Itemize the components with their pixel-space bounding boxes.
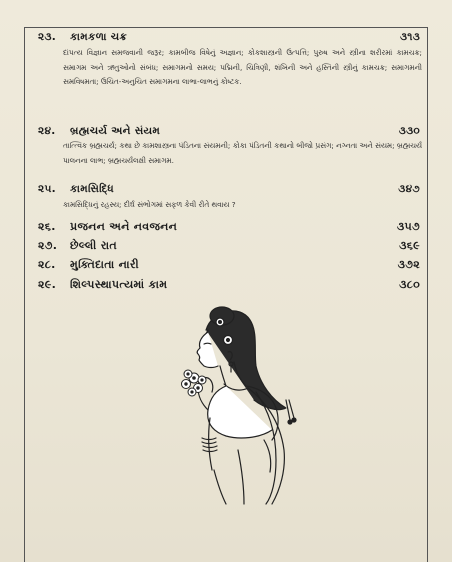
entry-title: છેલ્લી રાત: [70, 239, 117, 252]
entry-number: ૨૮.: [38, 258, 56, 271]
entry-description: તાત્ત્વિક બ્રહ્મચર્ય; કથા છે કામશાસ્ત્રના પંડિતના સંયમની; કોકા પંડિતની કથાનો બીજો પ્રસંગ; નગ્નતા અને સંયમ; બ્રહ્મચર્ય પાલનના લાભ; બ્રહ્મચર્યલક્ષી સમાગમ.: [63, 141, 422, 165]
entry-title: શિલ્પસ્થાપત્યમાં કામ: [70, 278, 168, 291]
entry-title: મુક્તિદાતા નારી: [70, 258, 139, 271]
entry-description: કામસિદ્ધિનું રહસ્ય; દીર્ઘ સંભોગમાં સફળ કેવી રીતે થવાય ?: [63, 200, 236, 209]
page-frame-top: [24, 27, 428, 28]
woman-with-flowers-illustration: [168, 300, 318, 505]
toc-entry-25[interactable]: [38, 183, 420, 196]
entry-page-number: ૩૧૩: [399, 31, 420, 43]
entry-title: કામસિદ્ધિ: [70, 183, 115, 195]
toc-entry-28[interactable]: [38, 258, 420, 272]
entry-description: દાંપત્ય વિજ્ઞાન સમજવાની જરૂર; કામબીજ વિષેનું અજ્ઞાન; કોકશાસ્ત્રની ઉત્પત્તિ; પુરુષ અને સ્ત્રીના શરીરમાં કામચક્ર; સમાગમ અને ઋતુઓનો સંબંધ; સમાગમનો સમય; પદ્મિની, ચિત્રિણી, શંખિની અને હસ્તિની સ્ત્રીનું કામચક્ર; સમાગમની સમવિષમતા; ઉચિત-અનુચિત સમાગમના લાભા-લાભનું કોષ્ટક.: [63, 48, 422, 86]
page-frame-right: [427, 27, 428, 562]
toc-entry-23[interactable]: [38, 31, 420, 44]
entry-number: ૨૯.: [38, 278, 57, 291]
entry-number: ૨૪.: [38, 125, 56, 137]
toc-entry-24[interactable]: [38, 125, 420, 138]
entry-page-number: ૩૪૭: [398, 183, 420, 195]
toc-entry-29[interactable]: [38, 278, 420, 292]
entry-number: ૨૬.: [38, 220, 56, 233]
entry-number: ૨૫.: [38, 183, 56, 195]
entry-page-number: ૩૫૭: [396, 220, 420, 233]
entry-page-number: ૩૩૦: [398, 125, 420, 137]
entry-number: ૨૩.: [38, 31, 57, 43]
toc-entry-27[interactable]: [38, 239, 420, 253]
page-frame-left: [24, 27, 25, 562]
entry-title: કામકળા ચક્ર: [70, 31, 128, 43]
entry-page-number: ૩૭૨: [397, 258, 420, 271]
toc-entry-26[interactable]: [38, 220, 420, 234]
entry-page-number: ૩૬૯: [399, 239, 420, 252]
entry-page-number: ૩૮૦: [399, 278, 420, 291]
entry-title: પ્રજનન અને નવજનન: [70, 220, 178, 233]
entry-title: બ્રહ્મચર્ય અને સંયમ: [70, 125, 161, 137]
entry-number: ૨૭.: [38, 239, 58, 252]
